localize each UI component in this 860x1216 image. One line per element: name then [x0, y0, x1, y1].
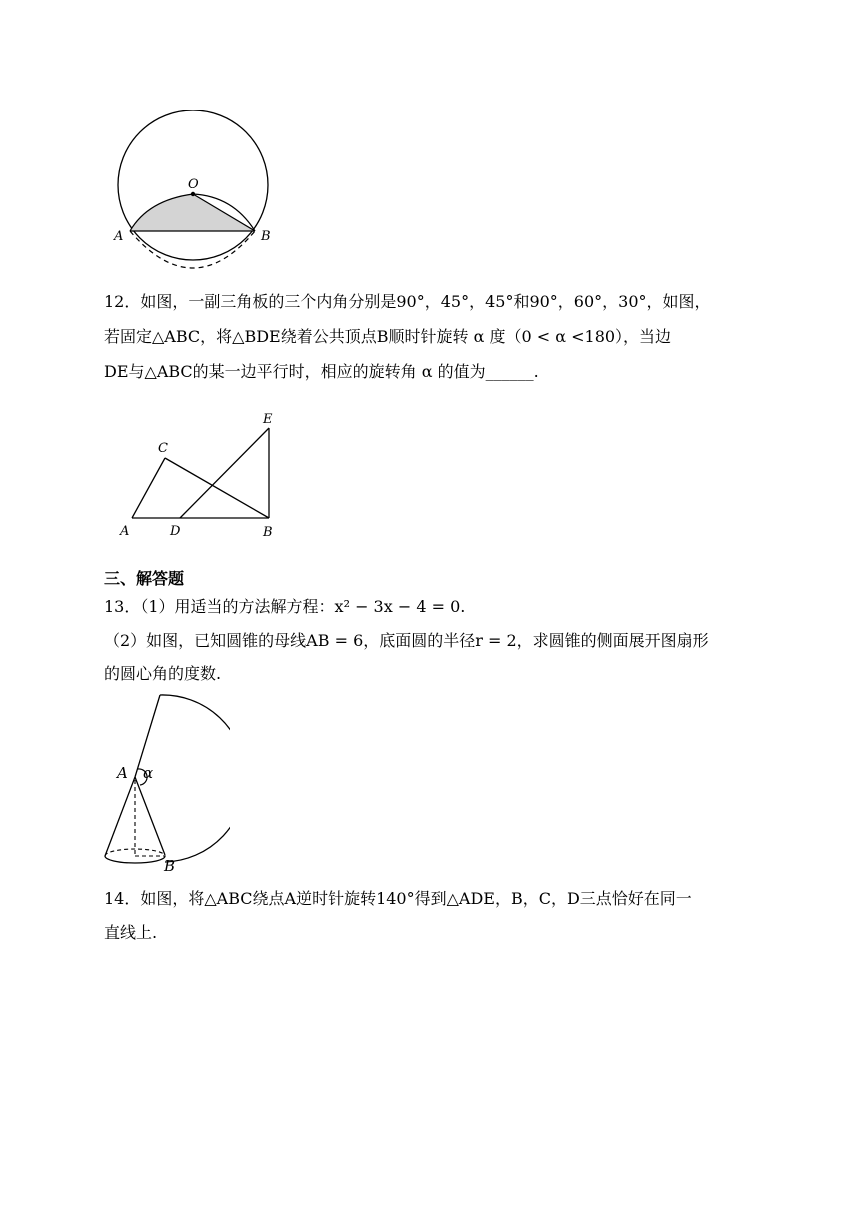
label-b: B	[263, 525, 273, 540]
label-a: A	[117, 764, 128, 782]
segment-cb	[165, 458, 269, 518]
base-ellipse-front	[105, 856, 165, 863]
label-a: A	[114, 229, 124, 244]
q14-line1: 14．如图，将△ABC绕点A逆时针旋转140°得到△ADE，B，C，D三点恰好在同一	[104, 889, 692, 908]
label-c: C	[158, 441, 168, 456]
q12-line3: DE与△ABC的某一边平行时，相应的旋转角 α 的值为______.	[104, 362, 539, 381]
sector-arc	[160, 695, 230, 862]
dashed-arc	[130, 231, 255, 268]
segment-de	[180, 428, 269, 518]
label-b: B	[164, 857, 176, 875]
point-o	[191, 192, 195, 196]
section-title: 三、解答题	[104, 569, 185, 588]
q12-line2: 若固定△ABC，将△BDE绕着公共顶点B顺时针旋转 α 度（0 < α <180），当边	[104, 327, 672, 346]
sector-radius-ab	[135, 777, 165, 855]
cone-sector-figure	[100, 690, 230, 875]
label-a: A	[120, 524, 130, 539]
triangle-set-squares-figure	[112, 408, 282, 544]
cone-left-side	[105, 777, 135, 856]
circle-segment-figure	[108, 110, 278, 275]
q14-line2: 直线上.	[104, 923, 158, 942]
label-b: B	[261, 229, 271, 244]
label-e: E	[263, 412, 273, 427]
segment-ac	[132, 458, 165, 518]
label-alpha: α	[143, 764, 154, 782]
shaded-region	[130, 194, 255, 231]
q13-line3: 的圆心角的度数.	[104, 664, 222, 683]
label-o: O	[188, 177, 199, 192]
q13-line1: 13．（1）用适当的方法解方程：x² − 3x − 4 = 0.	[104, 597, 466, 616]
label-d: D	[170, 524, 181, 539]
q12-line1: 12．如图，一副三角板的三个内角分别是90°，45°，45°和90°，60°，30°，如图，	[104, 292, 711, 311]
q13-line2: （2）如图，已知圆锥的母线AB = 6，底面圆的半径r = 2，求圆锥的侧面展开图扇形	[104, 631, 709, 650]
